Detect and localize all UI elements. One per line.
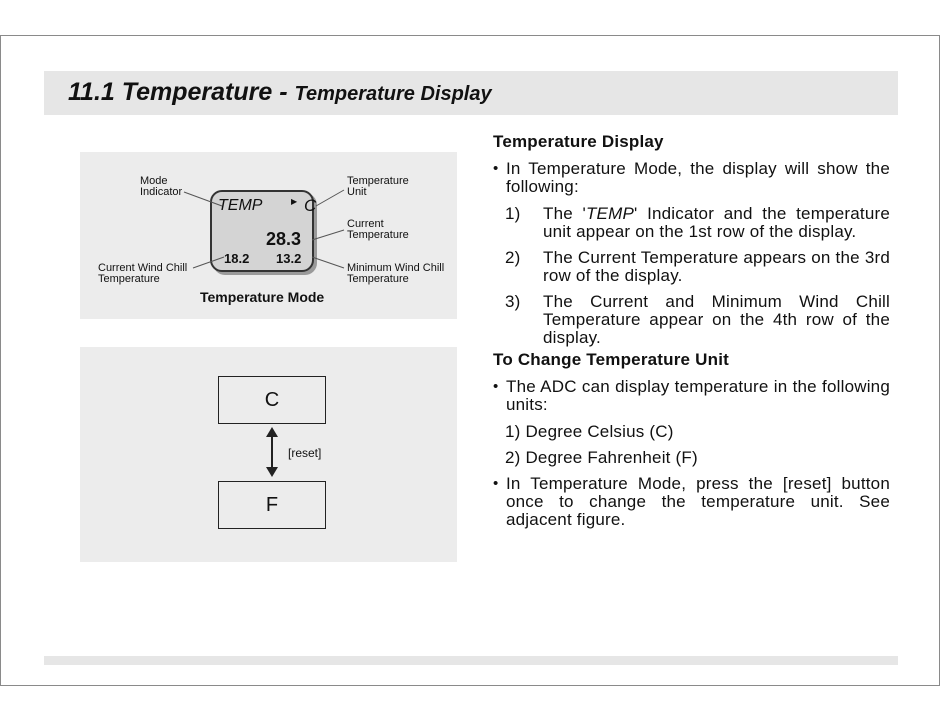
callout-line: Current Wind Chill [98,262,188,274]
page-title [68,78,492,107]
callout-minimum-wind-chill [347,263,444,285]
callout-line: Unit [347,186,367,198]
item1-temp: TEMP [585,204,634,223]
callout-line: Indicator [140,186,183,198]
reset-button-label: [reset] [288,446,322,460]
callout-current-temperature [347,219,409,241]
instructions-column [493,133,890,538]
callout-current-wind-chill [98,263,187,285]
item1-pre: The ' [543,204,586,223]
lcd-mode-indicator: TEMP [218,197,263,214]
list-item [505,249,890,285]
title-sub: Temperature Display [294,83,492,105]
lcd-pointer-icon: ▶ [291,197,298,206]
heading-change-unit: To Change Temperature Unit [493,350,729,369]
unit-option-celsius: 1) Degree Celsius (C) [505,422,674,441]
heading-temperature-display: Temperature Display [493,132,664,151]
fahrenheit-box: F [218,481,326,529]
callout-line: Temperature [98,273,160,285]
callout-line: Current [347,218,384,230]
callout-temperature-unit [347,176,409,198]
lcd-unit: C [304,196,317,215]
footer-bar [44,656,898,665]
callout-line: Temperature [347,273,409,285]
lcd-current-temperature: 28.3 [266,229,302,249]
callout-line: Minimum Wind Chill [347,262,445,274]
bullet-press-reset: • In Temperature Mode, press the [reset] button once to change the temperature unit. See adjacent figure. [493,475,890,529]
item3-text: The Current and Minimum Wind Chill Temperature appear on the 4th row of the display. [543,292,890,347]
item-number: 2) [505,248,521,267]
item1-post: ' Indicator and the temperature unit appear on the 1st row of the display. [543,204,890,241]
item-number: 1) [505,204,521,223]
item-number: 3) [505,292,521,311]
celsius-box: C [218,376,326,424]
figure-caption: Temperature Mode [200,289,325,305]
unit-option-fahrenheit: 2) Degree Fahrenheit (F) [505,448,698,467]
bullet-units: • The ADC can display temperature in the following units: [493,378,890,414]
callout-line: Temperature [347,229,409,241]
callout-mode-indicator [140,176,182,198]
bullet-display-shows: • In Temperature Mode, the display will show the following: [493,160,890,196]
list-item [505,205,890,241]
callout-line: Temperature [347,175,409,187]
item2-text: The Current Temperature appears on the 3rd row of the display. [543,248,890,285]
list-item [505,293,890,347]
callout-line: Mode [140,175,168,187]
lcd-min-wind-chill: 13.2 [276,251,302,266]
title-main: 11.1 Temperature - [68,78,295,106]
lcd-wind-chill: 18.2 [224,251,250,266]
